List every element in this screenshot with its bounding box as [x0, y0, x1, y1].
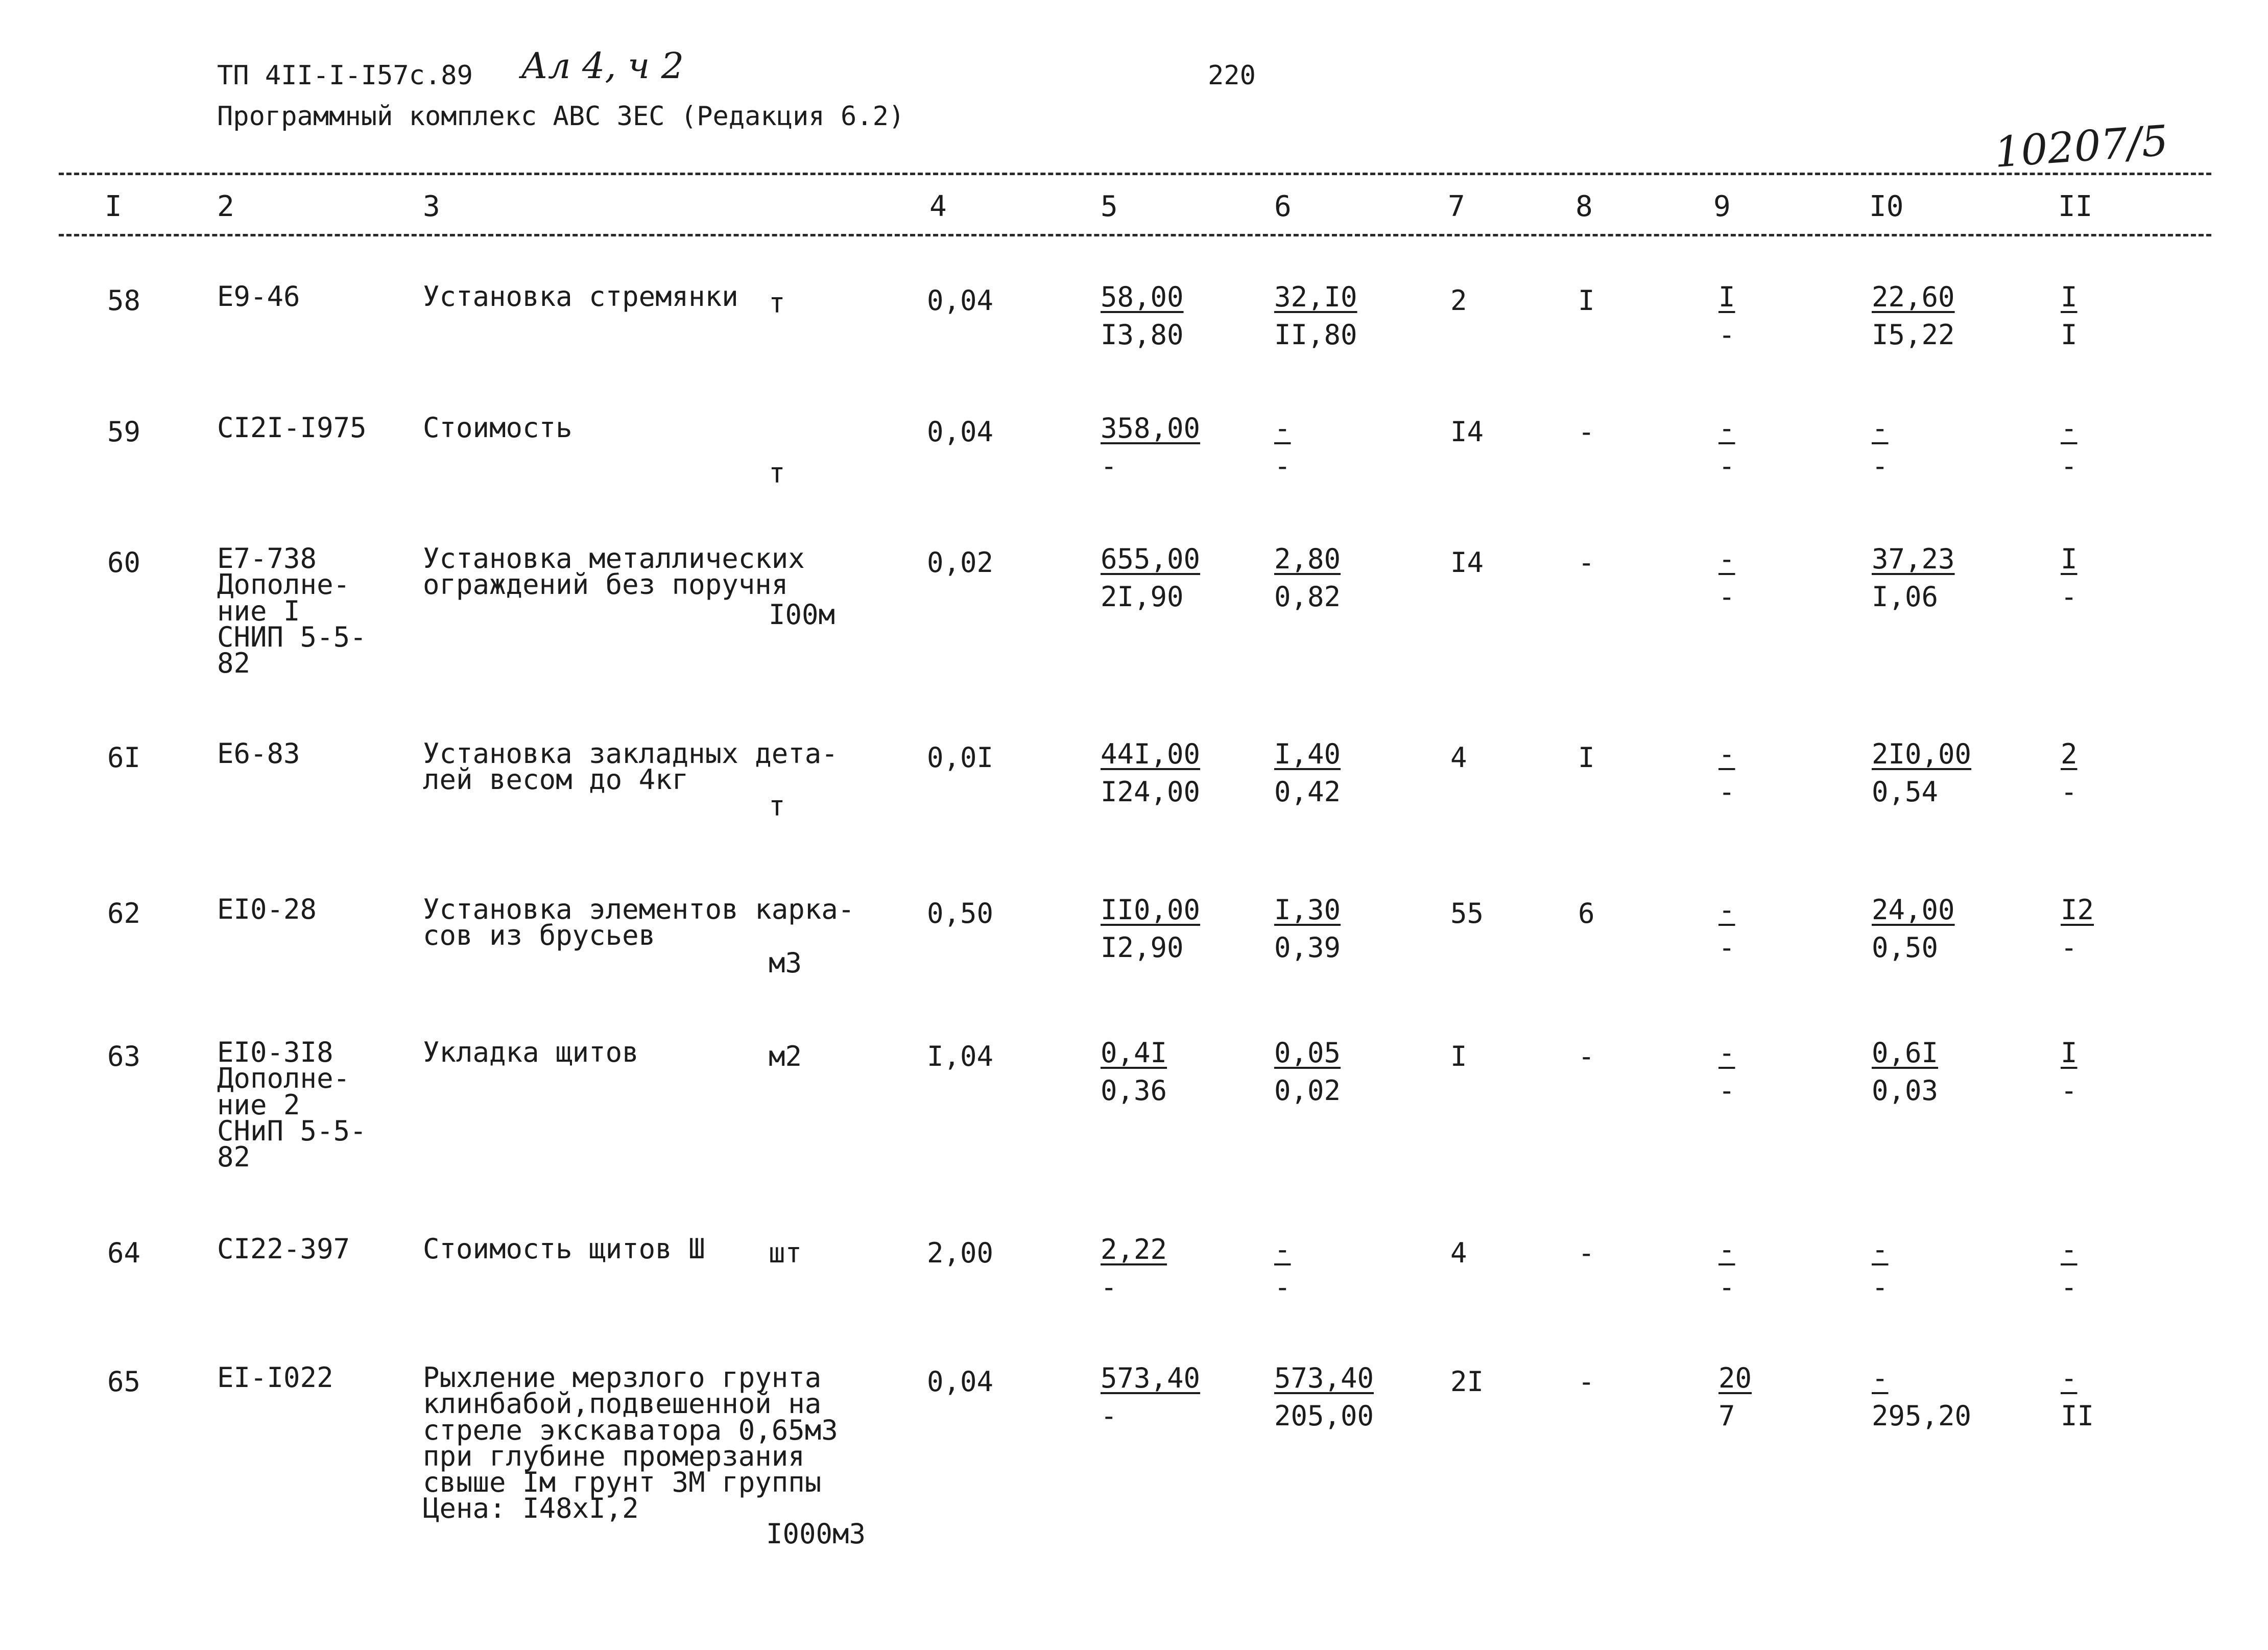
col10-bottom: 0,50 [1872, 931, 1939, 964]
col9-top: - [1718, 894, 1735, 926]
col10-bottom: - [1872, 1271, 1889, 1303]
work-name: Стоимость [423, 412, 572, 444]
col6-top: 573,40 [1274, 1362, 1374, 1394]
col6-bottom: 0,42 [1274, 776, 1341, 808]
col10-top: - [1872, 412, 1889, 444]
col6-values [1274, 1231, 1291, 1306]
col10-bottom: 0,03 [1872, 1074, 1939, 1107]
col-header-5: 5 [1101, 190, 1118, 223]
col9-top: I [1718, 281, 1735, 313]
col5-bottom: I24,00 [1101, 776, 1201, 808]
col10-values [1872, 1359, 1971, 1435]
col9-bottom: - [1718, 931, 1735, 964]
col8-value: - [1578, 1237, 1595, 1269]
col5-bottom: 2I,90 [1101, 581, 1184, 613]
col6-values [1274, 278, 1357, 354]
col11-top: I [2061, 1037, 2078, 1069]
col6-values [1274, 540, 1341, 616]
row-number: 64 [107, 1237, 141, 1269]
handwritten-reference: Ал 4, ч 2 [521, 45, 684, 87]
col10-values [1872, 1034, 1938, 1110]
col11-values [2061, 278, 2078, 354]
col11-top: 2 [2061, 738, 2078, 770]
col9-top: - [1718, 543, 1735, 575]
col5-bottom: - [1101, 1271, 1117, 1303]
col10-bottom: - [1872, 450, 1889, 482]
col-header-7: 7 [1448, 190, 1465, 223]
col11-values [2061, 540, 2078, 616]
col10-values [1872, 1231, 1889, 1306]
work-name: Стоимость щитов Ш [423, 1233, 705, 1265]
col11-bottom: - [2061, 450, 2078, 482]
col6-bottom: 0,39 [1274, 931, 1341, 964]
col5-top: II0,00 [1101, 894, 1201, 926]
work-name: Укладка щитов [423, 1036, 639, 1068]
col11-bottom: I [2061, 319, 2078, 351]
col10-values [1872, 735, 1971, 811]
norm-code: E6-83 [217, 737, 300, 770]
col5-values [1101, 278, 1184, 354]
col10-values [1872, 540, 1955, 616]
col6-bottom: - [1274, 450, 1291, 482]
col9-bottom: - [1718, 1271, 1735, 1303]
header-rule-bottom [59, 234, 2211, 236]
col10-top: 2I0,00 [1872, 738, 1972, 770]
col11-top: I [2061, 281, 2078, 313]
col6-bottom: 0,02 [1274, 1074, 1341, 1107]
col9-bottom: - [1718, 319, 1735, 351]
col11-top: - [2061, 1233, 2078, 1265]
software-title: Программный комплекс АВС ЗЕС (Редакция 6.2) [217, 101, 905, 132]
col11-bottom: - [2061, 1074, 2078, 1107]
col11-bottom: - [2061, 581, 2078, 613]
col7-value: 4 [1450, 1237, 1467, 1269]
col11-values [2061, 1034, 2078, 1110]
col11-top: I [2061, 543, 2078, 575]
work-name: Установка закладных дета- лей весом до 4кг [423, 737, 838, 796]
col9-top: - [1718, 1037, 1735, 1069]
col8-value: - [1578, 546, 1595, 579]
col10-values [1872, 891, 1955, 967]
col5-bottom: I3,80 [1101, 319, 1184, 351]
col6-values [1274, 1034, 1341, 1110]
col11-values [2061, 1359, 2094, 1435]
unit: т [769, 457, 785, 489]
col9-top: - [1718, 1233, 1735, 1265]
work-name: Установка элементов карка- сов из брусьев [423, 893, 855, 952]
col10-values [1872, 410, 1889, 485]
col11-top: - [2061, 412, 2078, 444]
col-header-10: I0 [1869, 190, 1904, 223]
work-name: Установка стремянки [423, 280, 738, 313]
col6-bottom: 0,82 [1274, 581, 1341, 613]
norm-code: EI0-3I8 Дополне- ние 2 СНиП 5-5- 82 [217, 1036, 367, 1174]
col5-values [1101, 891, 1200, 967]
col9-top: - [1718, 738, 1735, 770]
col5-values [1101, 410, 1200, 485]
handwritten-sheet-number: 10207/5 [1993, 116, 2170, 177]
col5-top: 655,00 [1101, 543, 1201, 575]
col6-bottom: II,80 [1274, 319, 1357, 351]
quantity: 0,0I [927, 742, 994, 774]
col10-top: - [1872, 1233, 1889, 1265]
col8-value: - [1578, 416, 1595, 448]
col6-top: 32,I0 [1274, 281, 1357, 313]
col6-values [1274, 891, 1341, 967]
col5-values [1101, 1231, 1167, 1306]
row-number: 63 [107, 1040, 141, 1072]
unit: I00м [769, 599, 835, 631]
norm-code: CI22-397 [217, 1233, 350, 1265]
row-number: 59 [107, 416, 141, 448]
page-number: 220 [1208, 60, 1256, 91]
col9-values [1718, 540, 1735, 616]
col5-bottom: - [1101, 1400, 1117, 1432]
document-code: ТП 4II-I-I57с.89 [217, 60, 473, 91]
col5-top: 2,22 [1101, 1233, 1167, 1265]
col9-bottom: - [1718, 1074, 1735, 1107]
col11-bottom: - [2061, 1271, 2078, 1303]
col11-values [2061, 410, 2078, 485]
col9-bottom: - [1718, 581, 1735, 613]
col-header-6: 6 [1274, 190, 1292, 223]
norm-code: EI0-28 [217, 893, 317, 925]
col8-value: 6 [1578, 897, 1595, 929]
row-number: 62 [107, 897, 141, 929]
col9-bottom: 7 [1718, 1400, 1735, 1432]
col11-bottom: II [2061, 1400, 2094, 1432]
quantity: 0,04 [927, 1366, 994, 1398]
col-header-11: II [2058, 190, 2093, 223]
col10-top: 37,23 [1872, 543, 1955, 575]
col5-top: 573,40 [1101, 1362, 1201, 1394]
col7-value: 4 [1450, 742, 1467, 774]
col5-bottom: 0,36 [1101, 1074, 1167, 1107]
col7-value: I4 [1450, 416, 1484, 448]
col9-values [1718, 891, 1735, 967]
quantity: 0,04 [927, 284, 994, 317]
col5-top: 58,00 [1101, 281, 1184, 313]
col10-top: 0,6I [1872, 1037, 1939, 1069]
col9-values [1718, 410, 1735, 485]
col8-value: - [1578, 1366, 1595, 1398]
work-name: Установка металлических ограждений без поручня [423, 542, 805, 601]
row-number: 60 [107, 546, 141, 579]
col10-bottom: I,06 [1872, 581, 1939, 613]
col5-values [1101, 735, 1200, 811]
col6-top: I,30 [1274, 894, 1341, 926]
unit: т [769, 790, 785, 822]
col9-values [1718, 735, 1735, 811]
row-number: 65 [107, 1366, 141, 1398]
col9-top: - [1718, 412, 1735, 444]
col11-top: - [2061, 1362, 2078, 1394]
col7-value: I [1450, 1040, 1467, 1072]
col9-values [1718, 1231, 1735, 1306]
col9-bottom: - [1718, 776, 1735, 808]
col8-value: I [1578, 284, 1595, 317]
col11-values [2061, 1231, 2078, 1306]
quantity: 0,04 [927, 416, 994, 448]
quantity: I,04 [927, 1040, 994, 1072]
col-header-4: 4 [929, 190, 947, 223]
col6-values [1274, 1359, 1374, 1435]
col-header-2: 2 [217, 190, 234, 223]
col9-values [1718, 1034, 1735, 1110]
col6-top: 0,05 [1274, 1037, 1341, 1069]
col7-value: 2I [1450, 1366, 1484, 1398]
col5-top: 0,4I [1101, 1037, 1167, 1069]
quantity: 0,02 [927, 546, 994, 579]
col6-top: - [1274, 412, 1291, 444]
col9-values [1718, 278, 1735, 354]
unit: т [769, 287, 785, 319]
col5-values [1101, 1034, 1167, 1110]
unit: шт [769, 1237, 802, 1269]
col11-bottom: - [2061, 931, 2078, 964]
col7-value: 55 [1450, 897, 1484, 929]
norm-code: E7-738 Дополне- ние I СНИП 5-5- 82 [217, 542, 367, 680]
work-name: Рыхление мерзлого грунта клинбабой,подвешенной на стреле экскаватора 0,65м3 при глубине промерзания свыше Iм грунт 3М группы Цена: I48xI,2 [423, 1361, 838, 1525]
col11-values [2061, 891, 2094, 967]
col-header-8: 8 [1575, 190, 1593, 223]
col10-bottom: 0,54 [1872, 776, 1939, 808]
norm-code: E9-46 [217, 280, 300, 313]
quantity: 0,50 [927, 897, 994, 929]
col9-bottom: - [1718, 450, 1735, 482]
col5-values [1101, 540, 1200, 616]
col11-top: I2 [2061, 894, 2094, 926]
unit: м3 [769, 947, 802, 979]
unit: м2 [769, 1040, 802, 1072]
col5-values [1101, 1359, 1200, 1435]
col-header-9: 9 [1713, 190, 1731, 223]
col6-values [1274, 410, 1291, 485]
quantity: 2,00 [927, 1237, 994, 1269]
col8-value: - [1578, 1040, 1595, 1072]
col10-top: 24,00 [1872, 894, 1955, 926]
col6-top: 2,80 [1274, 543, 1341, 575]
col8-value: I [1578, 742, 1595, 774]
col6-bottom: - [1274, 1271, 1291, 1303]
col7-value: I4 [1450, 546, 1484, 579]
col9-values [1718, 1359, 1752, 1435]
col10-bottom: I5,22 [1872, 319, 1955, 351]
col11-values [2061, 735, 2078, 811]
col6-top: I,40 [1274, 738, 1341, 770]
row-number: 58 [107, 284, 141, 317]
col5-bottom: - [1101, 450, 1117, 482]
col10-bottom: 295,20 [1872, 1400, 1972, 1432]
col5-bottom: I2,90 [1101, 931, 1184, 964]
norm-code: CI2I-I975 [217, 412, 367, 444]
unit: I000м3 [766, 1518, 866, 1550]
col-header-1: I [105, 190, 122, 223]
col6-top: - [1274, 1233, 1291, 1265]
row-number: 6I [107, 742, 141, 774]
col9-top: 20 [1718, 1362, 1752, 1394]
col10-values [1872, 278, 1955, 354]
col6-values [1274, 735, 1341, 811]
col7-value: 2 [1450, 284, 1467, 317]
col6-bottom: 205,00 [1274, 1400, 1374, 1432]
col10-top: - [1872, 1362, 1889, 1394]
col11-bottom: - [2061, 776, 2078, 808]
col5-top: 44I,00 [1101, 738, 1201, 770]
col5-top: 358,00 [1101, 412, 1201, 444]
header-rule-top [59, 173, 2211, 175]
norm-code: EI-I022 [217, 1361, 333, 1394]
col10-top: 22,60 [1872, 281, 1955, 313]
col-header-3: 3 [423, 190, 440, 223]
